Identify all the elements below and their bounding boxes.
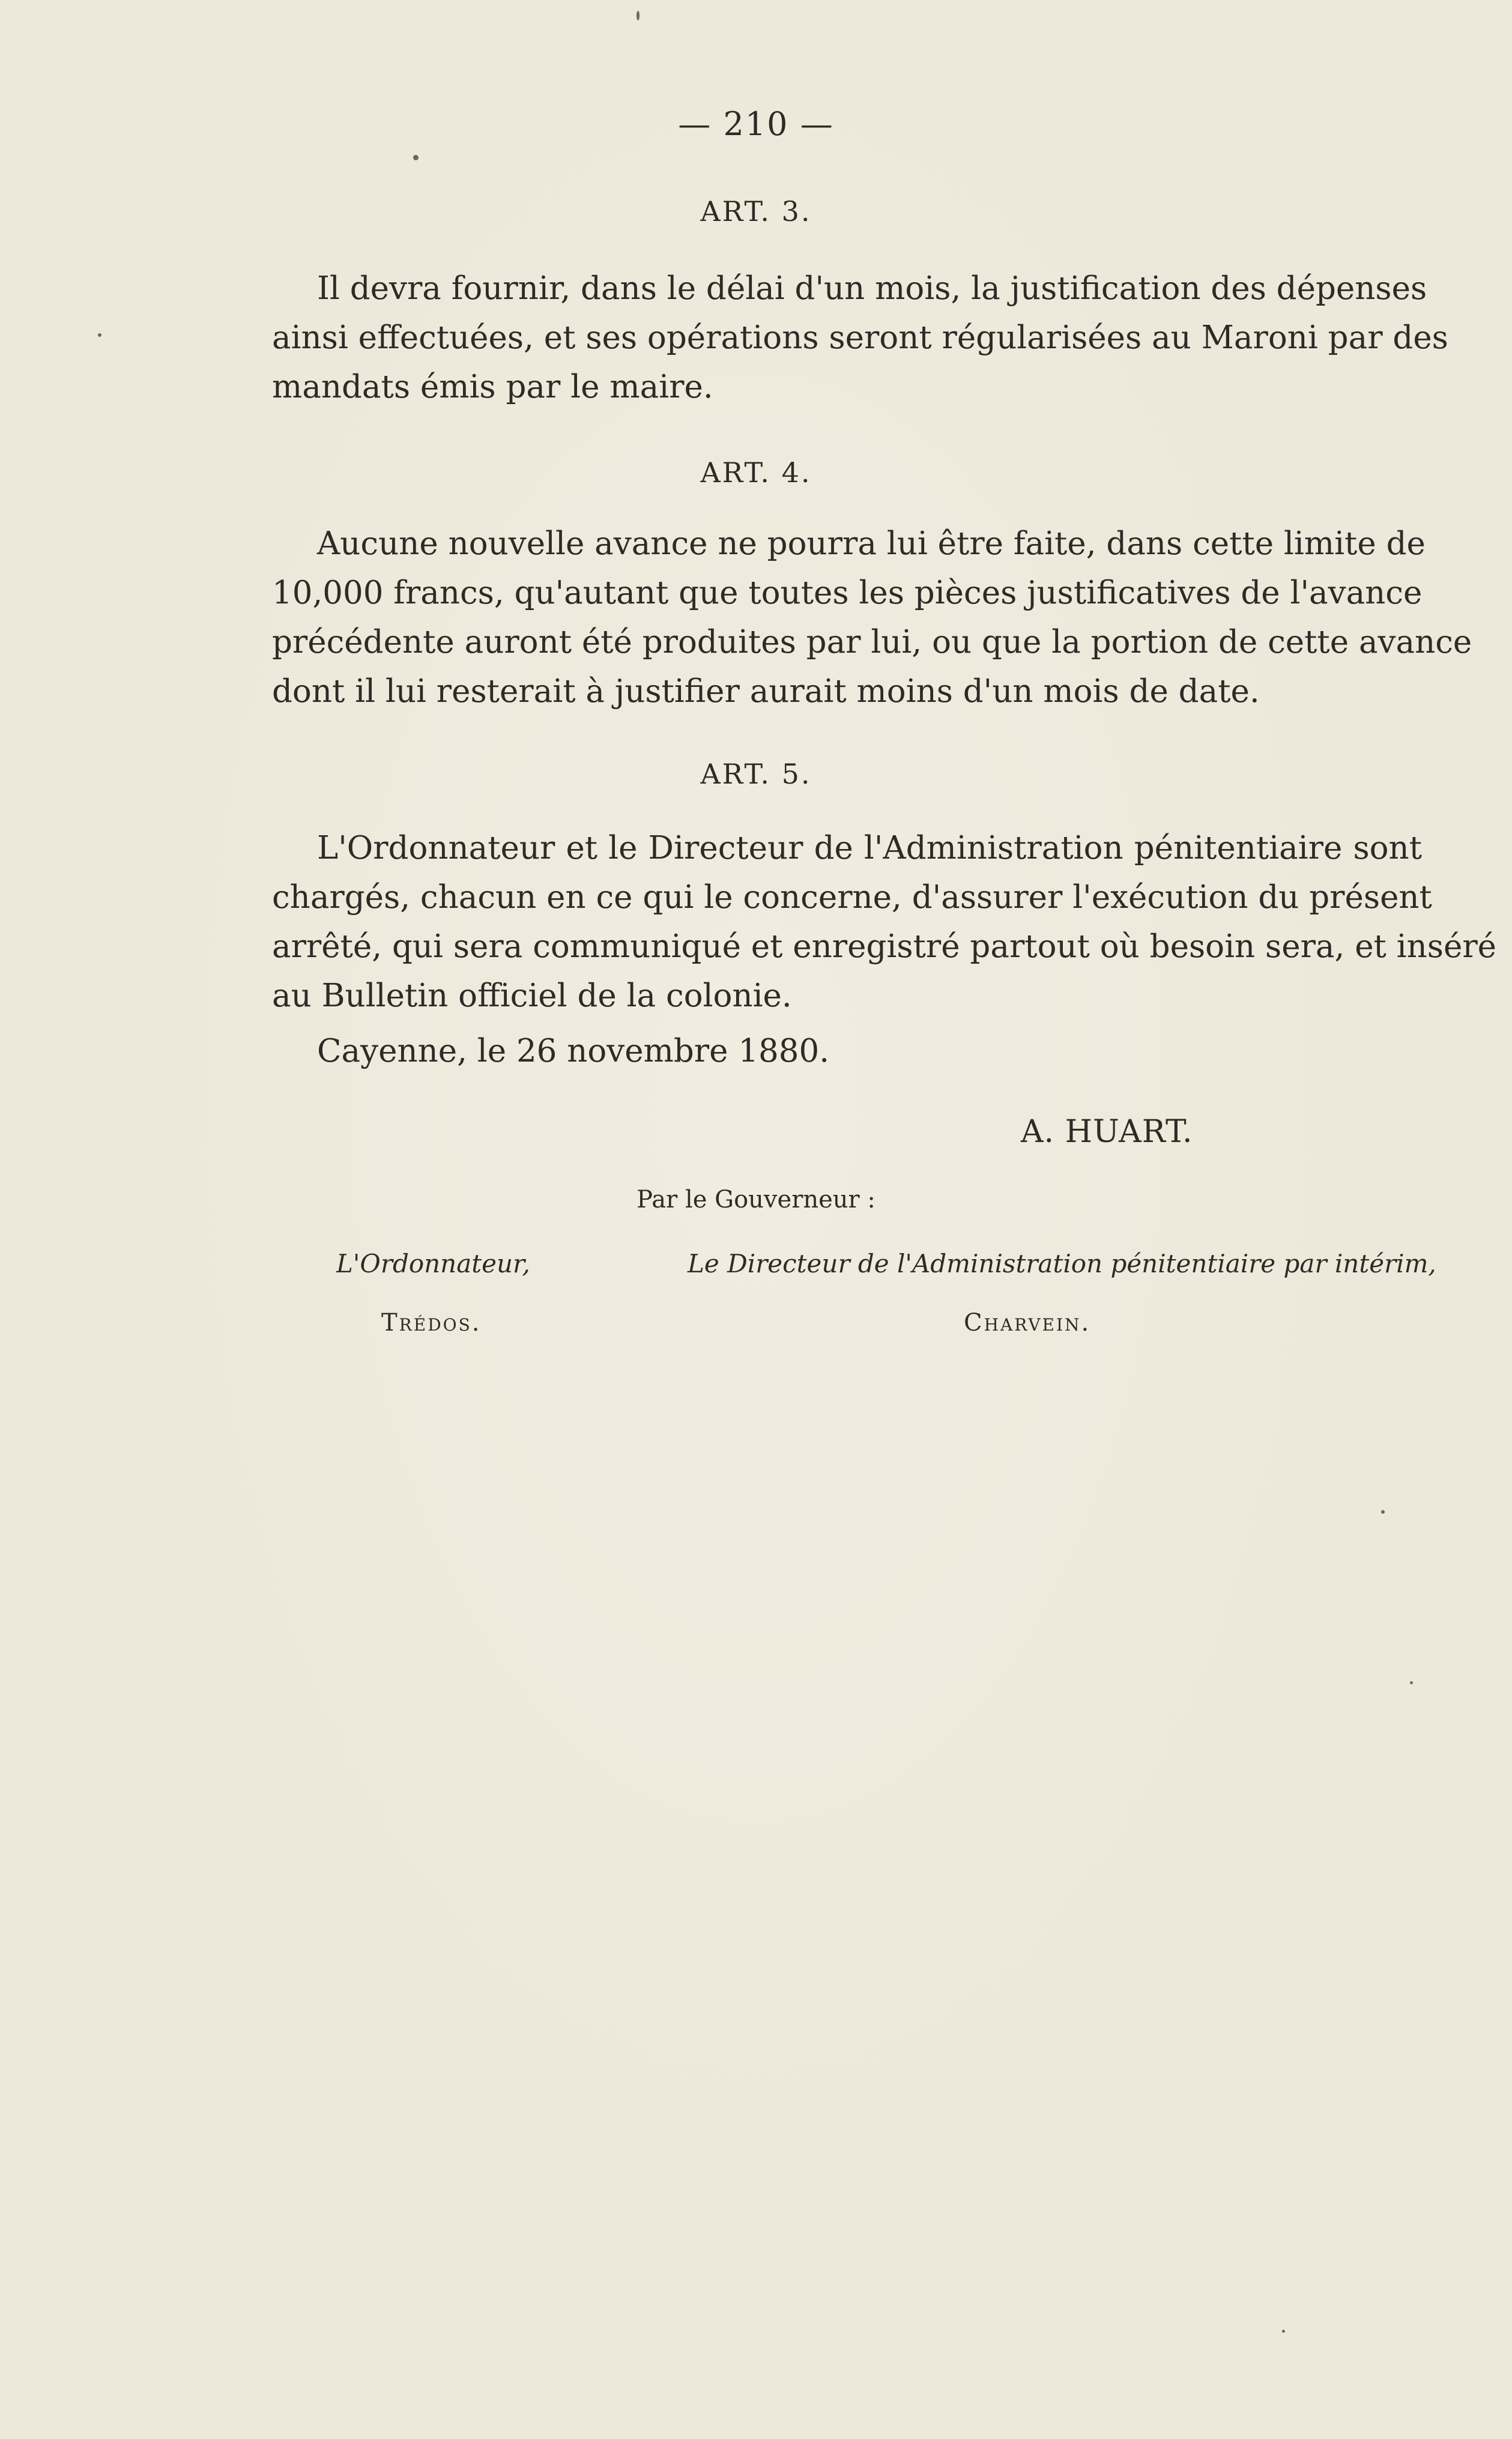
- text-line: au Bulletin officiel de la colonie.: [272, 978, 792, 1014]
- text-line: ainsi effectuées, et ses opérations seront régularisées au Maroni par des: [272, 319, 1448, 356]
- text-line: Il devra fournir, dans le délai d'un mois, la justification des dépenses: [317, 270, 1427, 307]
- article-5-heading: ART. 5.: [700, 758, 812, 790]
- paper-speck: [1410, 1681, 1413, 1684]
- article-3-text: [272, 264, 1448, 412]
- signatory: A. HUART.: [1021, 1114, 1193, 1150]
- text-line: dont il lui resterait à justifier aurait moins d'un mois de date.: [272, 673, 1260, 710]
- left-name: Trédos.: [381, 1309, 482, 1337]
- paper-speck: [1282, 2330, 1285, 2333]
- right-name: Charvein.: [964, 1309, 1091, 1337]
- text-line: Aucune nouvelle avance ne pourra lui être faite, dans cette limite de: [317, 525, 1426, 562]
- article-5-text: [272, 824, 1497, 1021]
- text-line: 10,000 francs, qu'autant que toutes les pièces justificatives de l'avance: [272, 575, 1423, 611]
- paper-speck: [1381, 1510, 1385, 1514]
- article-3-heading: ART. 3.: [700, 195, 812, 228]
- by-governor: Par le Gouverneur :: [637, 1186, 875, 1213]
- paper-speck: [637, 11, 640, 20]
- text-line: chargés, chacun en ce qui le concerne, d'assurer l'exécution du présent: [272, 879, 1432, 916]
- text-line: L'Ordonnateur et le Directeur de l'Administration pénitentiaire sont: [317, 830, 1422, 866]
- page-number: — 210 —: [678, 105, 834, 143]
- article-4-heading: ART. 4.: [700, 456, 812, 489]
- right-title: Le Directeur de l'Administration pénitentiaire par intérim,: [688, 1249, 1436, 1278]
- date-line: Cayenne, le 26 novembre 1880.: [317, 1033, 830, 1069]
- article-4-text: [272, 519, 1472, 716]
- text-line: précédente auront été produites par lui, ou que la portion de cette avance: [272, 624, 1472, 660]
- text-line: mandats émis par le maire.: [272, 369, 713, 405]
- left-title: L'Ordonnateur,: [336, 1249, 530, 1278]
- paper-speck: [413, 155, 419, 160]
- text-line: arrêté, qui sera communiqué et enregistré partout où besoin sera, et inséré: [272, 928, 1497, 965]
- paper-speck: [98, 333, 101, 337]
